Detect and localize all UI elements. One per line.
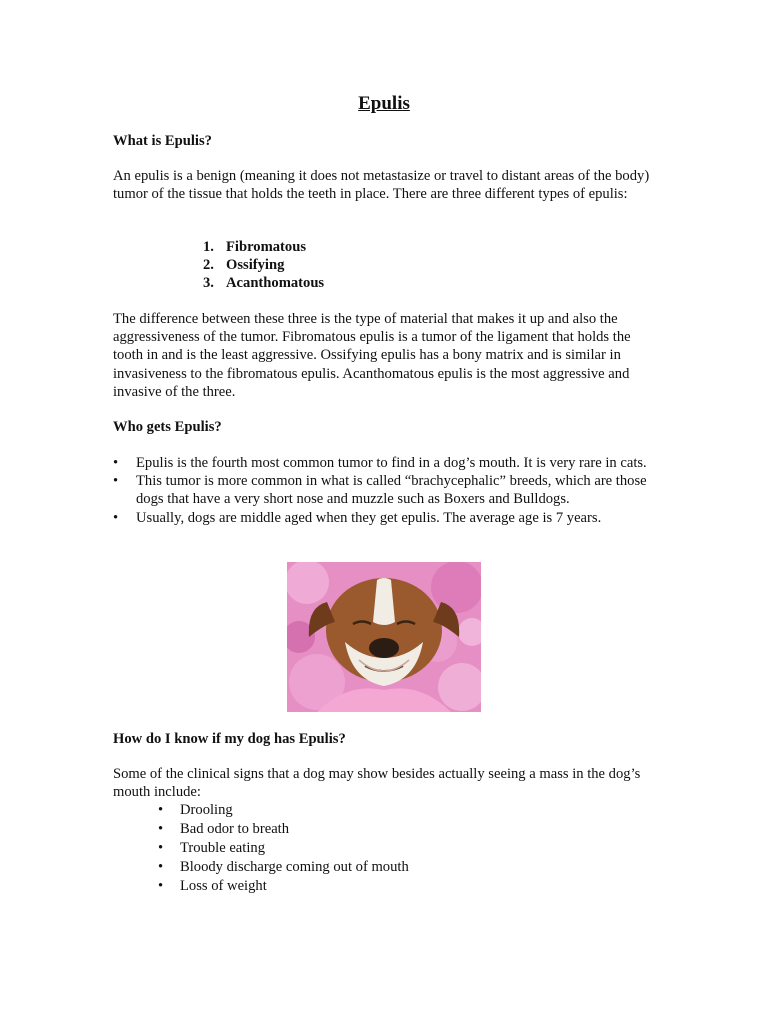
section-heading-who: Who gets Epulis?	[113, 419, 222, 435]
bulldog-photo	[287, 562, 481, 712]
bullet-icon: •	[158, 859, 164, 875]
list-item	[196, 274, 324, 292]
list-number: 3.	[203, 275, 214, 292]
clinical-signs-intro: Some of the clinical signs that a dog may show besides actually seeing a mass in the dog’s mouth include:	[113, 766, 641, 801]
list-item-text: This tumor is more common in what is called “brachycephalic” breeds, which are those dogs that have a very short nose and muzzle such as Boxers and Bulldogs.	[136, 473, 647, 508]
bulldog-illustration	[287, 562, 481, 712]
list-item	[113, 509, 658, 527]
section-heading-how: How do I know if my dog has Epulis?	[113, 731, 346, 747]
list-item	[113, 472, 658, 508]
intro-paragraph: An epulis is a benign (meaning it does not metastasize or travel to distant areas of the body) tumor of the tissue that holds the teeth in place. There are three different types of epulis:	[113, 168, 650, 203]
bullet-icon: •	[113, 509, 119, 526]
bullet-icon: •	[113, 473, 119, 490]
who-gets-list	[113, 454, 658, 527]
list-number: 2.	[203, 257, 214, 274]
list-item	[113, 454, 658, 472]
list-item	[158, 877, 409, 896]
list-item-text: Trouble eating	[180, 840, 265, 856]
bullet-icon: •	[158, 878, 164, 894]
list-item-text: Drooling	[180, 802, 233, 818]
difference-paragraph: The difference between these three is the type of material that makes it up and also the aggressiveness of the tumor. Fibromatous epulis is a tumor of the ligament that holds the tooth in and is the least aggressive. Ossifying epulis has a bony matrix and is similar in invasiveness to the fibromatous epulis. Acanthomatous epulis is the most aggressive and invasive of the three.	[113, 311, 631, 400]
list-item	[158, 839, 409, 858]
list-item	[158, 858, 409, 877]
list-item-text: Usually, dogs are middle aged when they get epulis. The average age is 7 years.	[136, 509, 602, 526]
list-item-text: Bad odor to breath	[180, 821, 290, 837]
bullet-icon: •	[158, 840, 164, 856]
list-item	[158, 801, 409, 820]
list-number: 1.	[203, 239, 214, 255]
list-item-text: Bloody discharge coming out of mouth	[180, 859, 409, 875]
list-item	[196, 256, 324, 274]
list-item-label: Ossifying	[226, 257, 285, 274]
epulis-types-list	[196, 238, 324, 293]
clinical-signs-list	[158, 801, 409, 896]
bullet-icon: •	[158, 802, 164, 818]
list-item-label: Fibromatous	[226, 239, 307, 255]
list-item-label: Acanthomatous	[226, 275, 325, 292]
list-item	[158, 820, 409, 839]
list-item	[196, 238, 324, 256]
page-title: Epulis	[358, 93, 410, 114]
bullet-icon: •	[158, 821, 164, 837]
list-item-text: Epulis is the fourth most common tumor to find in a dog’s mouth. It is very rare in cats.	[136, 455, 647, 471]
bullet-icon: •	[113, 455, 119, 471]
list-item-text: Loss of weight	[180, 878, 267, 894]
section-heading-what: What is Epulis?	[113, 133, 212, 149]
